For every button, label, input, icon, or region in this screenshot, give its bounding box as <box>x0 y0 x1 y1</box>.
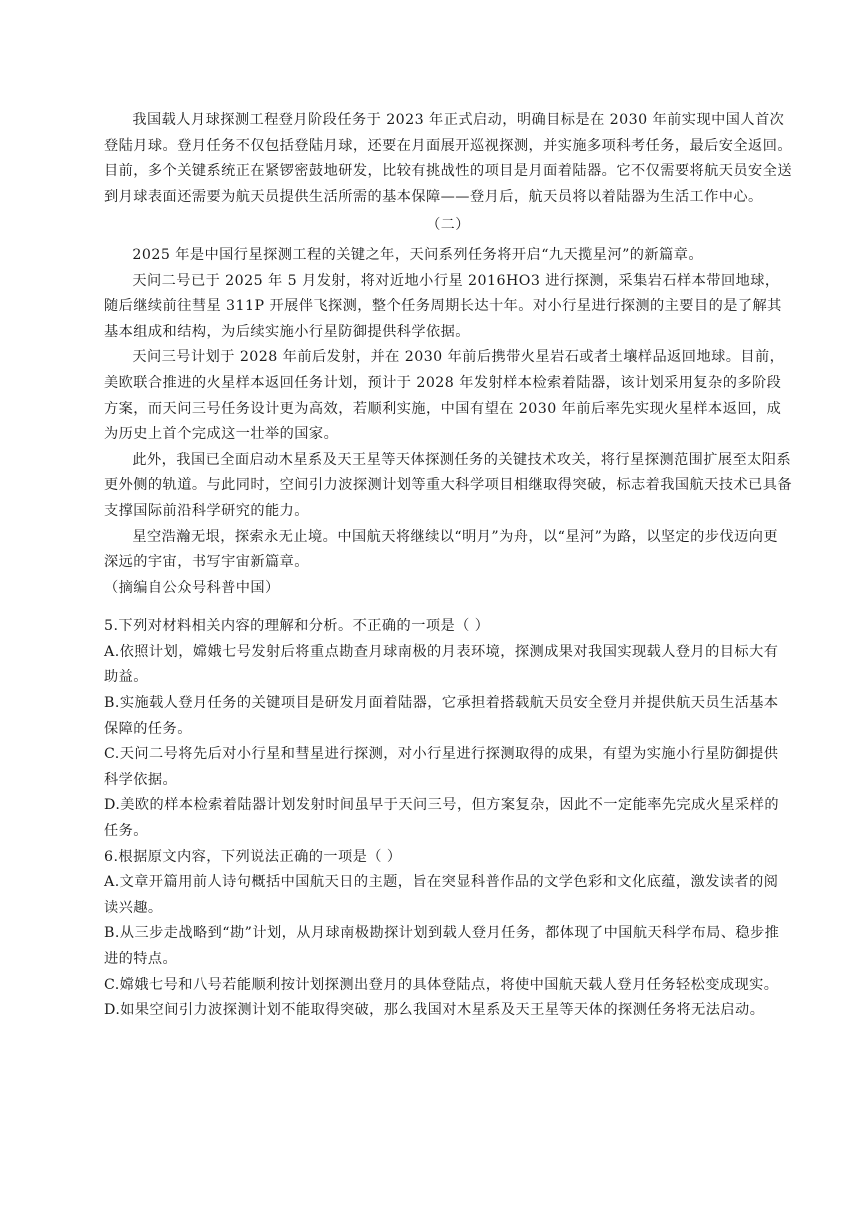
question-5 <box>104 614 792 844</box>
paragraph: 2025 年是中国行星探测工程的关键之年，天问系列任务将开启“九天揽星河”的新篇章。 <box>132 246 703 263</box>
document-content <box>104 108 792 1024</box>
source-note: （摘编自公众号科普中国） <box>104 579 280 596</box>
spacer <box>104 601 792 614</box>
paragraph: 星空浩瀚无垠，探索永无止境。中国航天将继续以“明月”为舟，以“星河”为路，以坚定的步伐迈向更深远的宇宙，书写宇宙新篇章。 <box>104 528 778 571</box>
option-d: D.美欧的样本检索着陆器计划发射时间虽早于天问三号，但方案复杂，因此不一定能率先完成火星采样的任务。 <box>104 797 779 840</box>
paragraph: 天问三号计划于 2028 年前后发射，并在 2030 年前后携带火星岩石或者土壤样品返回地球。目前，美欧联合推进的火星样本返回任务计划，预计于 2028 年发射样本检索着陆器，该计划采用复杂的多阶段方案，而天问三号任务设计更为高效，若顺利实施，中国有望在 2030 年前后率先实现火星样本返回，成为历史上首个完成这一壮举的国家。 <box>104 349 785 443</box>
paragraph: 天问二号已于 2025 年 5 月发射，将对近地小行星 2016HO3 进行探测，采集岩石样本带回地球，随后继续前往彗星 311P 开展伴飞探测，整个任务周期长达十年。对小行星进行探测的主要目的是了解其基本组成和结构，为后续实施小行星防御提供科学依据。 <box>104 272 782 340</box>
option-d: D.如果空间引力波探测计划不能取得突破，那么我国对木星系及天王星等天体的探测任务将无法启动。 <box>104 1002 765 1019</box>
option-b: B.实施载人登月任务的关键项目是研发月面着陆器，它承担着搭载航天员安全登月并提供航天员生活基本保障的任务。 <box>104 695 779 737</box>
option-b: B.从三步走战略到“勘”计划，从月球南极勘探计划到载人登月任务，都体现了中国航天科学布局、稳步推进的特点。 <box>104 925 780 967</box>
section-heading: （二） <box>426 217 470 234</box>
question-stem: 6.根据原文内容，下列说法正确的一项是（ ） <box>104 848 402 865</box>
option-c: C.嫦娥七号和八号若能顺利按计划探测出登月的具体登陆点，将使中国航天载人登月任务轻松变成现实。 <box>104 976 779 993</box>
option-a: A.依照计划，嫦娥七号发射后将重点勘查月球南极的月表环境，探测成果对我国实现载人登月的目标大有助益。 <box>104 643 779 686</box>
question-6 <box>104 845 792 1024</box>
question-stem: 5.下列对材料相关内容的理解和分析。不正确的一项是（ ） <box>104 618 490 635</box>
option-a: A.文章开篇用前人诗句概括中国航天日的主题，旨在突显科普作品的文学色彩和文化底蕴，激发读者的阅读兴趣。 <box>104 874 779 916</box>
paragraph: 我国载人月球探测工程登月阶段任务于 2023 年正式启动，明确目标是在 2030 年前实现中国人首次登陆月球。登月任务不仅包括登陆月球，还要在月面展开巡视探测，并实施多项科考任务，最后安全返回。目前，多个关键系统正在紧锣密鼓地研发，比较有挑战性的项目是月面着陆器。它不仅需要将航天员安全送到月球表面还需要为航天员提供生活所需的基本保障——登月后，航天员将以着陆器为生活工作中心。 <box>104 112 792 205</box>
option-c: C.天问二号将先后对小行星和彗星进行探测，对小行星进行探测取得的成果，有望为实施小行星防御提供科学依据。 <box>104 746 779 788</box>
paragraph: 此外，我国已全面启动木星系及天王星等天体探测任务的关键技术攻关，将行星探测范围扩展至太阳系更外侧的轨道。与此同时，空间引力波探测计划等重大科学项目相继取得突破，标志着我国航天技术已具备支撑国际前沿科学研究的能力。 <box>104 451 792 519</box>
